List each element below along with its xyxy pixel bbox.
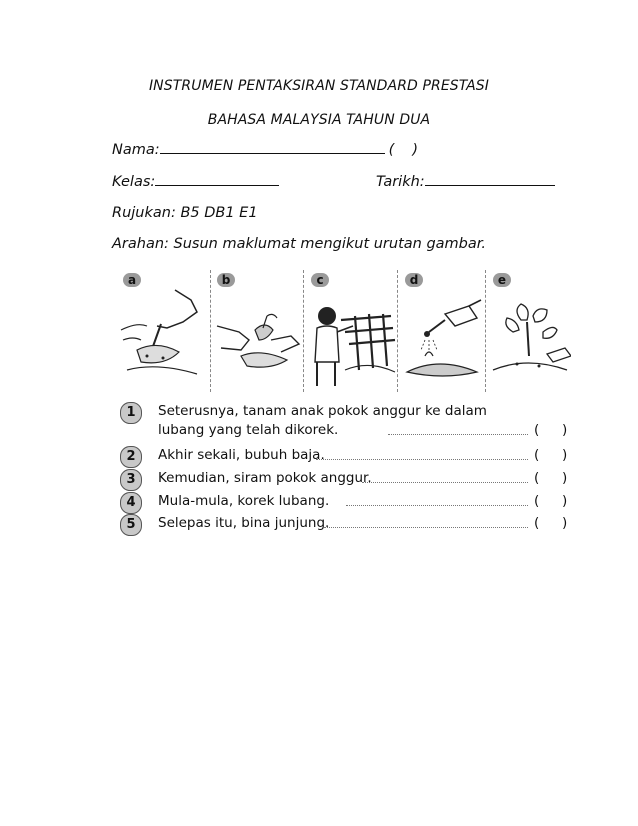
list-item <box>120 492 570 514</box>
item-text: Selepas itu, bina junjung. <box>158 515 330 531</box>
picture-strip <box>117 270 571 392</box>
answer-bracket-close: ) <box>562 493 568 509</box>
name-row <box>112 140 418 158</box>
name-field[interactable] <box>160 140 385 154</box>
item-number: 1 <box>120 402 142 424</box>
picture-label-c: c <box>311 273 329 287</box>
list-item <box>120 469 570 491</box>
item-text-continued: lubang yang telah dikorek. <box>158 422 339 438</box>
answer-bracket-close: ) <box>562 515 568 531</box>
instruction: Arahan: Susun maklumat mengikut urutan gambar. <box>112 236 486 252</box>
picture-a <box>117 270 209 392</box>
item-number: 4 <box>120 492 142 514</box>
building-trellis-illustration <box>305 270 397 392</box>
item-number: 3 <box>120 469 142 491</box>
picture-b <box>211 270 303 392</box>
picture-label-e: e <box>493 273 511 287</box>
name-bracket-close: ) <box>412 142 418 158</box>
list-item <box>120 446 570 468</box>
item-text: Seterusnya, tanam anak pokok anggur ke dalam <box>158 403 487 419</box>
page-subtitle: BAHASA MALAYSIA TAHUN DUA <box>207 112 431 128</box>
date-row <box>376 172 555 190</box>
class-row <box>112 172 279 190</box>
answer-bracket-open: ( <box>534 422 540 438</box>
picture-c <box>305 270 397 392</box>
planting-seedling-illustration <box>211 270 303 392</box>
dotted-leader <box>316 449 528 460</box>
item-text: Akhir sekali, bubuh baja. <box>158 447 325 463</box>
picture-label-d: d <box>405 273 423 287</box>
fertilizing-plant-illustration <box>487 270 571 392</box>
date-label: Tarikh: <box>376 174 425 190</box>
picture-label-b: b <box>217 273 235 287</box>
class-field[interactable] <box>155 172 279 186</box>
answer-bracket-open: ( <box>534 493 540 509</box>
date-field[interactable] <box>425 172 555 186</box>
item-text: Mula-mula, korek lubang. <box>158 493 330 509</box>
name-bracket-open: ( <box>388 142 395 158</box>
answer-bracket-close: ) <box>562 470 568 486</box>
watering-plant-illustration <box>399 270 485 392</box>
list-item <box>120 402 570 442</box>
answer-bracket-open: ( <box>534 470 540 486</box>
item-number: 2 <box>120 446 142 468</box>
dotted-leader <box>346 495 528 506</box>
class-label: Kelas: <box>112 174 156 190</box>
item-number: 5 <box>120 514 142 536</box>
answer-bracket-close: ) <box>562 447 568 463</box>
page-title: INSTRUMEN PENTAKSIRAN STANDARD PRESTASI <box>148 78 490 94</box>
picture-label-a: a <box>123 273 141 287</box>
answer-bracket-open: ( <box>534 515 540 531</box>
dotted-leader <box>362 472 528 483</box>
name-label: Nama: <box>112 142 160 158</box>
list-item <box>120 514 570 536</box>
answer-bracket-open: ( <box>534 447 540 463</box>
dotted-leader <box>324 517 528 528</box>
picture-d <box>399 270 485 392</box>
item-text: Kemudian, siram pokok anggur. <box>158 470 372 486</box>
picture-e <box>487 270 571 392</box>
dotted-leader <box>388 424 528 435</box>
reference: Rujukan: B5 DB1 E1 <box>112 205 258 221</box>
answer-bracket-close: ) <box>562 422 568 438</box>
digging-hole-illustration <box>117 270 209 392</box>
